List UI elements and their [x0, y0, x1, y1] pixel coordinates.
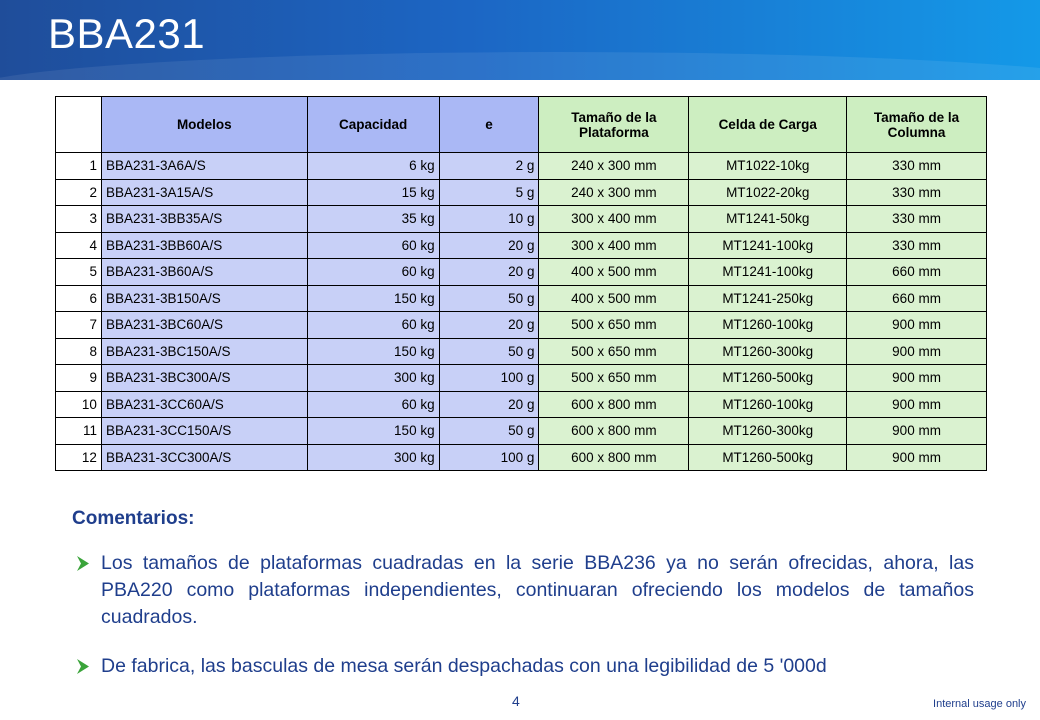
cell-index: 10 — [56, 391, 102, 418]
header-platform-size: Tamaño de la Plataforma — [539, 97, 689, 153]
table-row — [56, 418, 987, 445]
cell-column-size: 330 mm — [847, 232, 987, 259]
cell-model: BBA231-3B150A/S — [101, 285, 307, 312]
cell-capacity: 60 kg — [307, 391, 439, 418]
cell-column-size: 900 mm — [847, 365, 987, 392]
slide-header — [0, 0, 1040, 80]
cell-e: 20 g — [439, 259, 539, 286]
header-e: e — [439, 97, 539, 153]
cell-model: BBA231-3B60A/S — [101, 259, 307, 286]
comments-title: Comentarios: — [72, 508, 195, 529]
cell-load-cell: MT1241-50kg — [689, 206, 847, 233]
cell-e: 20 g — [439, 312, 539, 339]
cell-platform-size: 600 x 800 mm — [539, 391, 689, 418]
cell-column-size: 900 mm — [847, 312, 987, 339]
cell-capacity: 6 kg — [307, 153, 439, 180]
cell-load-cell: MT1241-250kg — [689, 285, 847, 312]
cell-load-cell: MT1022-10kg — [689, 153, 847, 180]
cell-capacity: 60 kg — [307, 232, 439, 259]
header-load-cell: Celda de Carga — [689, 97, 847, 153]
cell-model: BBA231-3BC300A/S — [101, 365, 307, 392]
cell-capacity: 60 kg — [307, 259, 439, 286]
cell-capacity: 150 kg — [307, 285, 439, 312]
cell-column-size: 900 mm — [847, 391, 987, 418]
cell-e: 50 g — [439, 338, 539, 365]
cell-capacity: 300 kg — [307, 365, 439, 392]
cell-index: 9 — [56, 365, 102, 392]
cell-e: 50 g — [439, 418, 539, 445]
cell-platform-size: 600 x 800 mm — [539, 418, 689, 445]
cell-platform-size: 240 x 300 mm — [539, 153, 689, 180]
cell-index: 4 — [56, 232, 102, 259]
cell-platform-size: 300 x 400 mm — [539, 232, 689, 259]
cell-load-cell: MT1260-100kg — [689, 391, 847, 418]
table-row — [56, 285, 987, 312]
cell-capacity: 300 kg — [307, 444, 439, 471]
table-row — [56, 179, 987, 206]
cell-column-size: 660 mm — [847, 285, 987, 312]
cell-index: 8 — [56, 338, 102, 365]
cell-platform-size: 400 x 500 mm — [539, 285, 689, 312]
cell-model: BBA231-3CC150A/S — [101, 418, 307, 445]
cell-column-size: 330 mm — [847, 206, 987, 233]
cell-platform-size: 240 x 300 mm — [539, 179, 689, 206]
cell-load-cell: MT1260-300kg — [689, 338, 847, 365]
cell-capacity: 60 kg — [307, 312, 439, 339]
table-row — [56, 259, 987, 286]
cell-e: 20 g — [439, 391, 539, 418]
cell-platform-size: 300 x 400 mm — [539, 206, 689, 233]
slide-title: BBA231 — [48, 10, 206, 57]
arrow-bullet-icon — [74, 550, 94, 577]
table-row — [56, 391, 987, 418]
cell-column-size: 900 mm — [847, 444, 987, 471]
cell-column-size: 330 mm — [847, 153, 987, 180]
cell-platform-size: 500 x 650 mm — [539, 338, 689, 365]
cell-e: 50 g — [439, 285, 539, 312]
cell-e: 20 g — [439, 232, 539, 259]
cell-index: 5 — [56, 259, 102, 286]
cell-index: 1 — [56, 153, 102, 180]
cell-index: 7 — [56, 312, 102, 339]
cell-load-cell: MT1260-500kg — [689, 365, 847, 392]
table-row — [56, 365, 987, 392]
cell-index: 3 — [56, 206, 102, 233]
header-column-size: Tamaño de la Columna — [847, 97, 987, 153]
cell-model: BBA231-3CC300A/S — [101, 444, 307, 471]
cell-capacity: 150 kg — [307, 418, 439, 445]
cell-platform-size: 500 x 650 mm — [539, 365, 689, 392]
cell-model: BBA231-3A6A/S — [101, 153, 307, 180]
cell-model: BBA231-3BC60A/S — [101, 312, 307, 339]
cell-capacity: 35 kg — [307, 206, 439, 233]
cell-index: 11 — [56, 418, 102, 445]
cell-index: 6 — [56, 285, 102, 312]
comment-bullet-1-text: Los tamaños de plataformas cuadradas en la serie BBA236 ya no serán ofrecidas, ahora, las PBA220 como plataformas independientes, continuaran ofreciendo los modelos de tamaños cuadrados. — [101, 552, 974, 628]
table-row — [56, 338, 987, 365]
cell-e: 10 g — [439, 206, 539, 233]
table-row — [56, 206, 987, 233]
comment-bullet-2 — [74, 653, 974, 680]
table-header-row — [56, 97, 987, 153]
cell-column-size: 900 mm — [847, 418, 987, 445]
cell-load-cell: MT1241-100kg — [689, 232, 847, 259]
table-row — [56, 153, 987, 180]
cell-e: 5 g — [439, 179, 539, 206]
cell-platform-size: 400 x 500 mm — [539, 259, 689, 286]
cell-e: 2 g — [439, 153, 539, 180]
page-number: 4 — [512, 693, 520, 709]
cell-model: BBA231-3BB60A/S — [101, 232, 307, 259]
cell-column-size: 900 mm — [847, 338, 987, 365]
cell-index: 12 — [56, 444, 102, 471]
cell-load-cell: MT1241-100kg — [689, 259, 847, 286]
cell-platform-size: 600 x 800 mm — [539, 444, 689, 471]
cell-column-size: 660 mm — [847, 259, 987, 286]
cell-model: BBA231-3BB35A/S — [101, 206, 307, 233]
cell-e: 100 g — [439, 444, 539, 471]
table-row — [56, 312, 987, 339]
cell-capacity: 150 kg — [307, 338, 439, 365]
cell-model: BBA231-3BC150A/S — [101, 338, 307, 365]
table-row — [56, 444, 987, 471]
cell-capacity: 15 kg — [307, 179, 439, 206]
header-index — [56, 97, 102, 153]
cell-column-size: 330 mm — [847, 179, 987, 206]
footer-note: Internal usage only — [933, 698, 1026, 710]
cell-load-cell: MT1260-500kg — [689, 444, 847, 471]
cell-model: BBA231-3CC60A/S — [101, 391, 307, 418]
arrow-bullet-icon — [74, 653, 94, 680]
cell-load-cell: MT1260-300kg — [689, 418, 847, 445]
comment-bullet-1 — [74, 550, 974, 631]
header-models: Modelos — [101, 97, 307, 153]
cell-e: 100 g — [439, 365, 539, 392]
cell-platform-size: 500 x 650 mm — [539, 312, 689, 339]
comment-bullet-2-text: De fabrica, las basculas de mesa serán despachadas con una legibilidad de 5 '000d — [101, 655, 827, 677]
table-body — [56, 153, 987, 471]
models-spec-table — [55, 96, 987, 471]
cell-load-cell: MT1022-20kg — [689, 179, 847, 206]
header-capacity: Capacidad — [307, 97, 439, 153]
cell-model: BBA231-3A15A/S — [101, 179, 307, 206]
cell-index: 2 — [56, 179, 102, 206]
table-row — [56, 232, 987, 259]
cell-load-cell: MT1260-100kg — [689, 312, 847, 339]
